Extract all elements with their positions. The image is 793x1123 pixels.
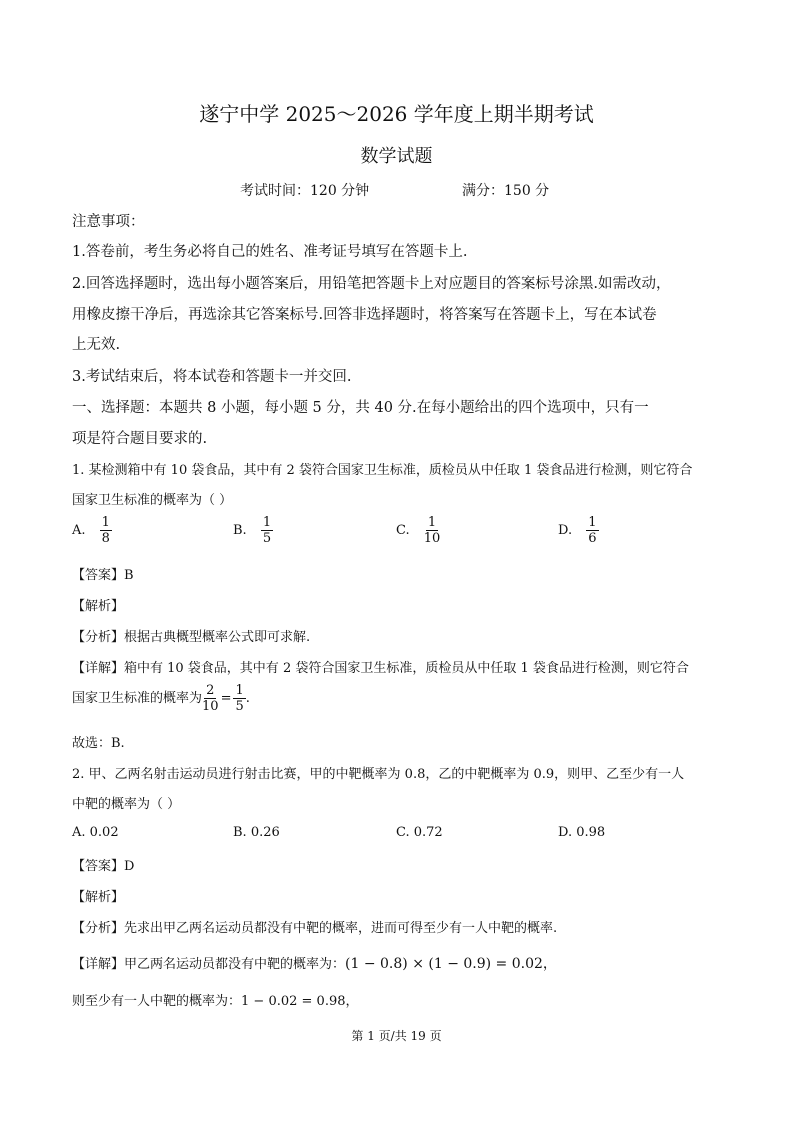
q2-option-a: A. 0.02 — [72, 825, 119, 840]
q1-option-d-label: D. — [558, 523, 573, 538]
q1-equals-sign: = — [220, 691, 232, 706]
q2-detail-line-1 — [72, 953, 557, 973]
exam-subtitle: 数学试题 — [360, 146, 433, 167]
q1-choose: 故选：B. — [72, 736, 125, 751]
q1-detail-text: 国家卫生标准的概率为 — [72, 691, 203, 706]
q1-frac2-den: 5 — [235, 699, 244, 714]
q1-option-d-denominator: 6 — [588, 531, 597, 546]
q1-option-b-denominator: 5 — [262, 531, 272, 546]
q1-option-c — [396, 516, 440, 545]
section-heading-line-1: 一、选择题：本题共 8 小题，每小题 5 分，共 40 分.在每小题给出的四个选项中，只有一 — [72, 400, 649, 416]
q2-detail-line-2 — [72, 990, 359, 1009]
q2-option-b: B. 0.26 — [233, 825, 280, 840]
section-heading-line-2: 项是符合题目要求的. — [72, 431, 208, 447]
q1-detail-line-2 — [72, 684, 250, 713]
page-footer: 第 1 页/共 19 页 — [351, 1029, 442, 1043]
q1-detail-line-1: 【详解】箱中有 10 袋食品，其中有 2 袋符合国家卫生标准，质检员从中任取 1 袋食品进行检测，则它符合 — [72, 661, 689, 676]
notice-item-2-line-1: 2.回答选择题时，选出每小题答案后，用铅笔把答题卡上对应题目的答案标号涂黑.如需改动， — [72, 276, 671, 292]
notice-item-2-line-2: 用橡皮擦干净后，再选涂其它答案标号.回答非选择题时，将答案写在答题卡上，写在本试卷 — [72, 307, 657, 323]
notice-heading: 注意事项： — [72, 214, 145, 230]
q1-option-a-label: A. — [72, 523, 86, 538]
q2-stem-line-2: 中靶的概率为（ ） — [72, 797, 181, 812]
q1-frac2-num: 1 — [235, 683, 244, 698]
q2-stem-line-1: 2. 甲、乙两名射击运动员进行射击比赛，甲的中靶概率为 0.8，乙的中靶概率为 0.9，则甲、乙至少有一人 — [72, 767, 685, 782]
q2-detail-2-formula: 1 − 0.02 = 0.98， — [241, 994, 359, 1009]
q1-stem-line-1: 1. 某检测箱中有 10 袋食品，其中有 2 袋符合国家卫生标准，质检员从中任取 1 袋食品进行检测，则它符合 — [72, 463, 693, 478]
q1-jiexi-label: 【解析】 — [72, 599, 125, 614]
q1-stem-line-2: 国家卫生标准的概率为（ ） — [72, 493, 233, 508]
q2-detail-2-text: 则至少有一人中靶的概率为： — [72, 994, 242, 1009]
q2-detail-1-formula: (1 − 0.8) × (1 − 0.9) = 0.02， — [345, 956, 557, 972]
q1-option-b — [233, 516, 273, 545]
q1-option-d-numerator: 1 — [588, 515, 597, 530]
notice-item-2-line-3: 上无效. — [72, 337, 121, 353]
q1-answer: 【答案】B — [72, 568, 134, 583]
q1-detail-period: . — [245, 691, 250, 706]
q1-option-a-denominator: 8 — [101, 531, 110, 546]
q1-option-a — [72, 516, 112, 545]
q1-option-c-label: C. — [396, 523, 410, 538]
q2-detail-1-text: 【详解】甲乙两名运动员都没有中靶的概率为： — [72, 957, 346, 972]
q2-option-c: C. 0.72 — [396, 825, 443, 840]
q1-frac1-num: 2 — [206, 683, 215, 698]
q1-analysis: 【分析】根据古典概型概率公式即可求解. — [72, 630, 311, 645]
q1-option-a-numerator: 1 — [101, 515, 110, 530]
q1-option-b-label: B. — [233, 523, 247, 538]
q1-frac1-den: 10 — [202, 699, 219, 714]
q2-option-d: D. 0.98 — [558, 825, 606, 840]
exam-time: 考试时间：120 分钟 — [240, 183, 370, 199]
q2-jiexi-label: 【解析】 — [72, 890, 125, 905]
notice-item-3: 3.考试结束后，将本试卷和答题卡一并交回. — [72, 369, 352, 385]
q1-option-c-denominator: 10 — [423, 531, 441, 546]
q1-option-d — [558, 516, 599, 545]
q1-option-c-numerator: 1 — [427, 515, 437, 530]
q2-answer: 【答案】D — [72, 859, 135, 874]
q1-option-b-numerator: 1 — [262, 515, 272, 530]
exam-score: 满分：150 分 — [462, 183, 550, 199]
notice-item-1: 1.答卷前，考生务必将自己的姓名、准考证号填写在答题卡上. — [72, 244, 468, 260]
exam-title: 遂宁中学 2025～2026 学年度上期半期考试 — [199, 102, 594, 126]
q2-analysis: 【分析】先求出甲乙两名运动员都没有中靶的概率，进而可得至少有一人中靶的概率. — [72, 921, 558, 936]
